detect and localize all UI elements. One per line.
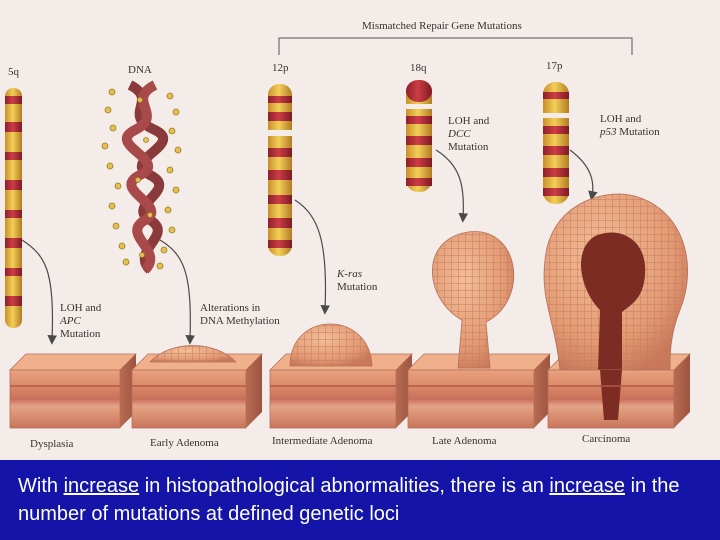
tissue-block-early-adenoma [132,346,262,429]
caption-bar [0,460,720,540]
arrow-dcc [436,150,463,218]
arrow-kras [295,200,326,310]
tissue-block-late-adenoma [408,232,550,428]
dcc-event-label: LOH and DCC Mutation [448,115,490,153]
methylation-event-label: Alterations in DNA Methylation [200,302,280,327]
stage-label-carcinoma: Carcinoma [582,433,631,445]
dna-label: DNA [128,64,152,76]
stage-label-early-adenoma: Early Adenoma [150,437,219,449]
dna-helix [102,85,181,270]
repair-header-label: Mismatched Repair Gene Mutations [362,20,522,32]
tissue-block-intermediate-adenoma [270,324,412,428]
repair-bracket [279,38,632,55]
tissue-block-carcinoma [544,194,690,428]
chromosome-17p-label: 17p [546,60,563,72]
arrow-methylation [160,240,190,340]
arrow-apc [22,240,53,340]
chromosome-17p [541,82,571,204]
tissue-block-dysplasia [10,354,136,428]
stage-label-intermediate-adenoma: Intermediate Adenoma [272,435,373,447]
stage-label-dysplasia: Dysplasia [30,438,74,450]
kras-event-label: K-ras Mutation [337,268,378,293]
p53-event-label: LOH and p53 Mutation [600,113,660,138]
chromosome-5q [5,88,22,328]
stage-label-late-adenoma: Late Adenoma [432,435,497,447]
chromosome-12p [266,84,294,256]
caption-emphasis-1: increase [63,475,140,497]
chromosome-18q [404,80,434,192]
chromosome-12p-label: 12p [272,62,289,74]
chromosome-18q-label: 18q [410,62,427,74]
arrow-p53 [570,150,593,196]
caption-text: With increase in histopathological abnormalities, there is an increase in the number of mutations at defined genetic loci [18,475,680,525]
caption-emphasis-2: increase [549,475,626,497]
apc-event-label: LOH and APC Mutation [60,302,102,340]
chromosome-5q-label: 5q [8,66,19,78]
